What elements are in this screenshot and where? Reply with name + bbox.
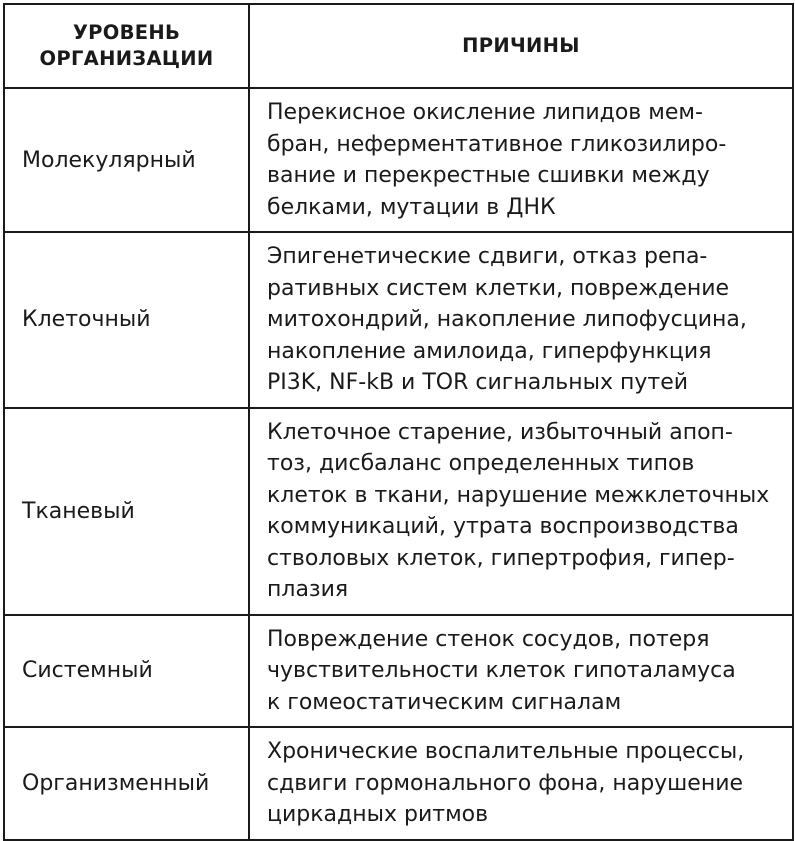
causes-cell xyxy=(249,615,793,728)
header-level-line: ОРГАНИЗАЦИИ xyxy=(39,47,214,70)
table-header-row xyxy=(4,4,793,88)
table-row xyxy=(4,232,793,408)
header-causes-cell: ПРИЧИНЫ xyxy=(249,4,793,88)
causes-line: Хронические воспалительные процессы, xyxy=(267,739,745,764)
aging-causes-table xyxy=(3,3,794,841)
causes-line: плазия xyxy=(267,577,349,602)
causes-cell xyxy=(249,232,793,408)
causes-line: стволовых клеток, гипертрофия, гипер- xyxy=(267,545,735,571)
table-row xyxy=(4,88,793,232)
causes-line: вание и перекрестные сшивки между xyxy=(267,163,710,188)
causes-line: Клеточное старение, избыточный апоп- xyxy=(267,419,733,445)
causes-line: Эпигенетические сдвиги, отказ репа- xyxy=(267,244,708,269)
causes-cell xyxy=(249,727,793,840)
causes-cell xyxy=(249,408,793,615)
causes-line: циркадных ритмов xyxy=(267,802,489,827)
header-level-cell xyxy=(4,4,249,88)
causes-line: сдвиги гормонального фона, нарушение xyxy=(267,770,744,796)
causes-line: коммуникаций, утрата воспроизводства xyxy=(267,514,739,539)
causes-line: чувствительности клеток гипоталамуса xyxy=(267,658,736,683)
causes-line: митохондрий, накопление липофусцина, xyxy=(267,307,747,332)
causes-line: PI3K, NF-kB и TOR сигнальных путей xyxy=(267,370,689,395)
header-level-line: УРОВЕНЬ xyxy=(72,21,181,44)
level-cell: Организменный xyxy=(4,727,249,840)
level-cell: Системный xyxy=(4,615,249,728)
level-cell: Молекулярный xyxy=(4,88,249,232)
causes-line: накопление амилоида, гиперфункция xyxy=(267,338,712,364)
level-cell: Клеточный xyxy=(4,232,249,408)
table-row xyxy=(4,727,793,840)
causes-line: к гомеостатическим сигналам xyxy=(267,689,622,715)
causes-line: Перекисное окисление липидов мем- xyxy=(267,100,703,125)
causes-line: белками, мутации в ДНК xyxy=(267,194,556,220)
table-row xyxy=(4,615,793,728)
causes-line: бран, неферментативное гликозилиро- xyxy=(267,131,727,157)
causes-line: ративных систем клетки, повреждение xyxy=(267,275,730,301)
causes-line: клеток в ткани, нарушение межклеточных xyxy=(267,482,770,508)
causes-line: тоз, дисбаланс определенных типов xyxy=(267,451,695,476)
table-row xyxy=(4,408,793,615)
level-cell: Тканевый xyxy=(4,408,249,615)
causes-line: Повреждение стенок сосудов, потеря xyxy=(267,626,710,652)
causes-cell xyxy=(249,88,793,232)
